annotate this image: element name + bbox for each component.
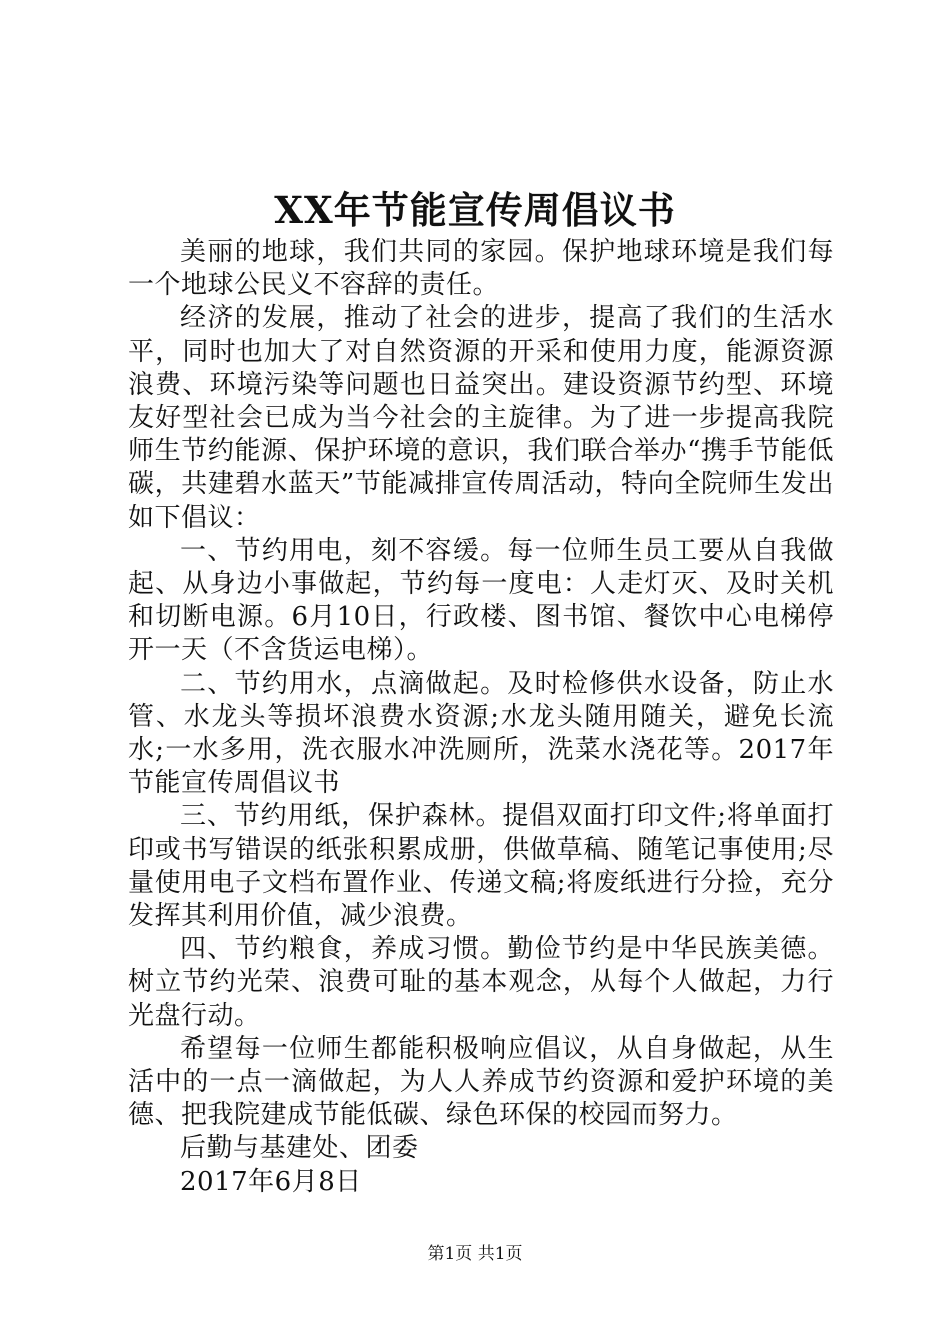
paragraph-save-paper: 三、节约用纸，保护森林。提倡双面打印文件;将单面打印或书写错误的纸张积累成册，供做草稿、随笔记事使用;尽量使用电子文档布置作业、传递文稿;将废纸进行分捡，充分发挥其利用价值，减少浪费。 [128,801,834,932]
document-title: XX年节能宣传周倡议书 [274,188,676,232]
document-body [128,236,834,1199]
paragraph-background: 经济的发展，推动了社会的进步，提高了我们的生活水平，同时也加大了对自然资源的开采和使用力度，能源资源浪费、环境污染等问题也日益突出。建设资源节约型、环境友好型社会已成为当今社会的主旋律。为了进一步提高我院师生节约能源、保护环境的意识，我们联合举办“携手节能低碳，共建碧水蓝天”节能减排宣传周活动，特向全院师生发出如下倡议： [128,303,834,533]
paragraph-closing: 希望每一位师生都能积极响应倡议，从自身做起，从生活中的一点一滴做起，为人人养成节约资源和爱护环境的美德、把我院建成节能低碳、绿色环保的校园而努力。 [128,1033,834,1131]
paragraph-save-food: 四、节约粮食，养成习惯。勤俭节约是中华民族美德。树立节约光荣、浪费可耻的基本观念，从每个人做起，力行光盘行动。 [128,934,834,1031]
page-footer: 第1页 共1页 [427,1244,523,1264]
paragraph-save-water: 二、节约用水，点滴做起。及时检修供水设备，防止水管、水龙头等损坏浪费水资源;水龙头随用随关，避免长流水;一水多用，洗衣服水冲洗厕所，洗菜水浇花等。2017年节能宣传周倡议书 [128,668,834,799]
document-date: 2017年6月8日 [180,1166,362,1197]
paragraph-intro: 美丽的地球，我们共同的家园。保护地球环境是我们每一个地球公民义不容辞的责任。 [128,237,834,301]
paragraph-save-electricity: 一、节约用电，刻不容缓。每一位师生员工要从自我做起、从身边小事做起，节约每一度电：人走灯灭、及时关机和切断电源。6月10日，行政楼、图书馆、餐饮中心电梯停开一天（不含货运电梯）。 [128,535,834,666]
signature: 后勤与基建处、团委 [180,1133,419,1164]
